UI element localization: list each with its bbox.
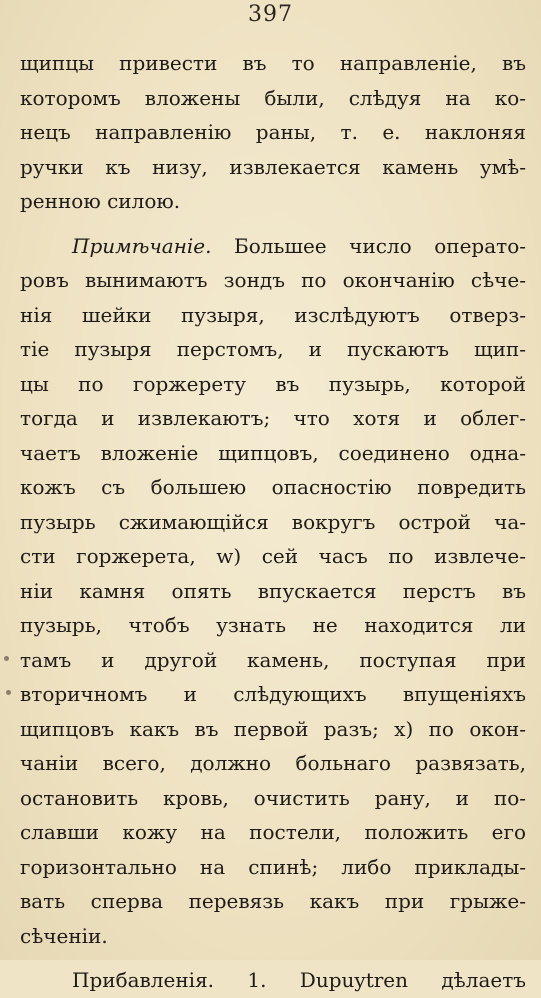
- note-heading: Примѣчаніе.: [72, 233, 212, 258]
- paragraph-1: [20, 46, 526, 219]
- text-line: ручки къ низу, извлекается камень умѣ-: [20, 154, 526, 179]
- margin-speck: [4, 656, 9, 661]
- text-line: славши кожу на постели, положить его: [20, 820, 526, 844]
- text-line: щипцы привести въ то направленіе, въ: [20, 51, 526, 75]
- text-line: остановить кровь, очистить рану, и по-: [20, 785, 526, 810]
- text-line: [20, 229, 526, 264]
- note-first-line-rest: Большее число операто-: [211, 233, 526, 258]
- text-line: щипцовъ какъ въ первой разъ; x) по окон-: [20, 716, 526, 741]
- text-line: сти горжерета, w) сей часъ по извлече-: [20, 544, 526, 568]
- text-line: цы по горжерету въ пузырь, которой: [20, 371, 526, 396]
- text-line: тогда и извлекаютъ; что хотя и облег-: [20, 406, 526, 430]
- paragraph-gap: [20, 219, 526, 229]
- text-line: горизонтально на спинѣ; либо приклады-: [20, 854, 526, 879]
- text-line: вать сперва перевязь какъ при грыже-: [20, 889, 526, 913]
- paragraph-3: [20, 963, 526, 998]
- page-number: 397: [248, 2, 293, 27]
- text-body: [20, 46, 526, 998]
- text-line: ніи камня опять впускается перстъ въ: [20, 578, 526, 603]
- text-line: нія шейки пузыря, изслѣдуютъ отверз-: [20, 302, 526, 327]
- margin-speck: [6, 690, 11, 695]
- text-line: вторичномъ и слѣдующихъ впущеніяхъ: [20, 682, 526, 706]
- paragraph-2: [20, 229, 526, 954]
- text-line: тіе пузыря перстомъ, и пускаютъ щип-: [20, 337, 526, 361]
- text-line: пузырь сжимающійся вокругъ острой ча-: [20, 509, 526, 534]
- text-line: чаніи всего, должно больнаго развязать,: [20, 751, 526, 775]
- text-line: нецъ направленію раны, т. е. наклоняя: [20, 120, 526, 144]
- paragraph-gap: [20, 953, 526, 963]
- text-line: тамъ и другой камень, поступая при: [20, 647, 526, 672]
- text-line: Прибавленія. 1. Dupuytren дѣлаетъ: [72, 968, 526, 992]
- text-line: чаетъ вложеніе щипцовъ, соединено одна-: [20, 440, 526, 465]
- text-line: пузырь, чтобъ узнать не находится ли: [20, 613, 526, 637]
- text-line: ренною силою.: [20, 189, 181, 213]
- text-line: сѣченіи.: [20, 923, 108, 948]
- text-line: которомъ вложены были, слѣдуя на ко-: [20, 85, 526, 110]
- text-line: кожъ съ большею опасностію повредить: [20, 475, 526, 499]
- text-line: ровъ вынимаютъ зондъ по окончанію сѣче-: [20, 268, 526, 292]
